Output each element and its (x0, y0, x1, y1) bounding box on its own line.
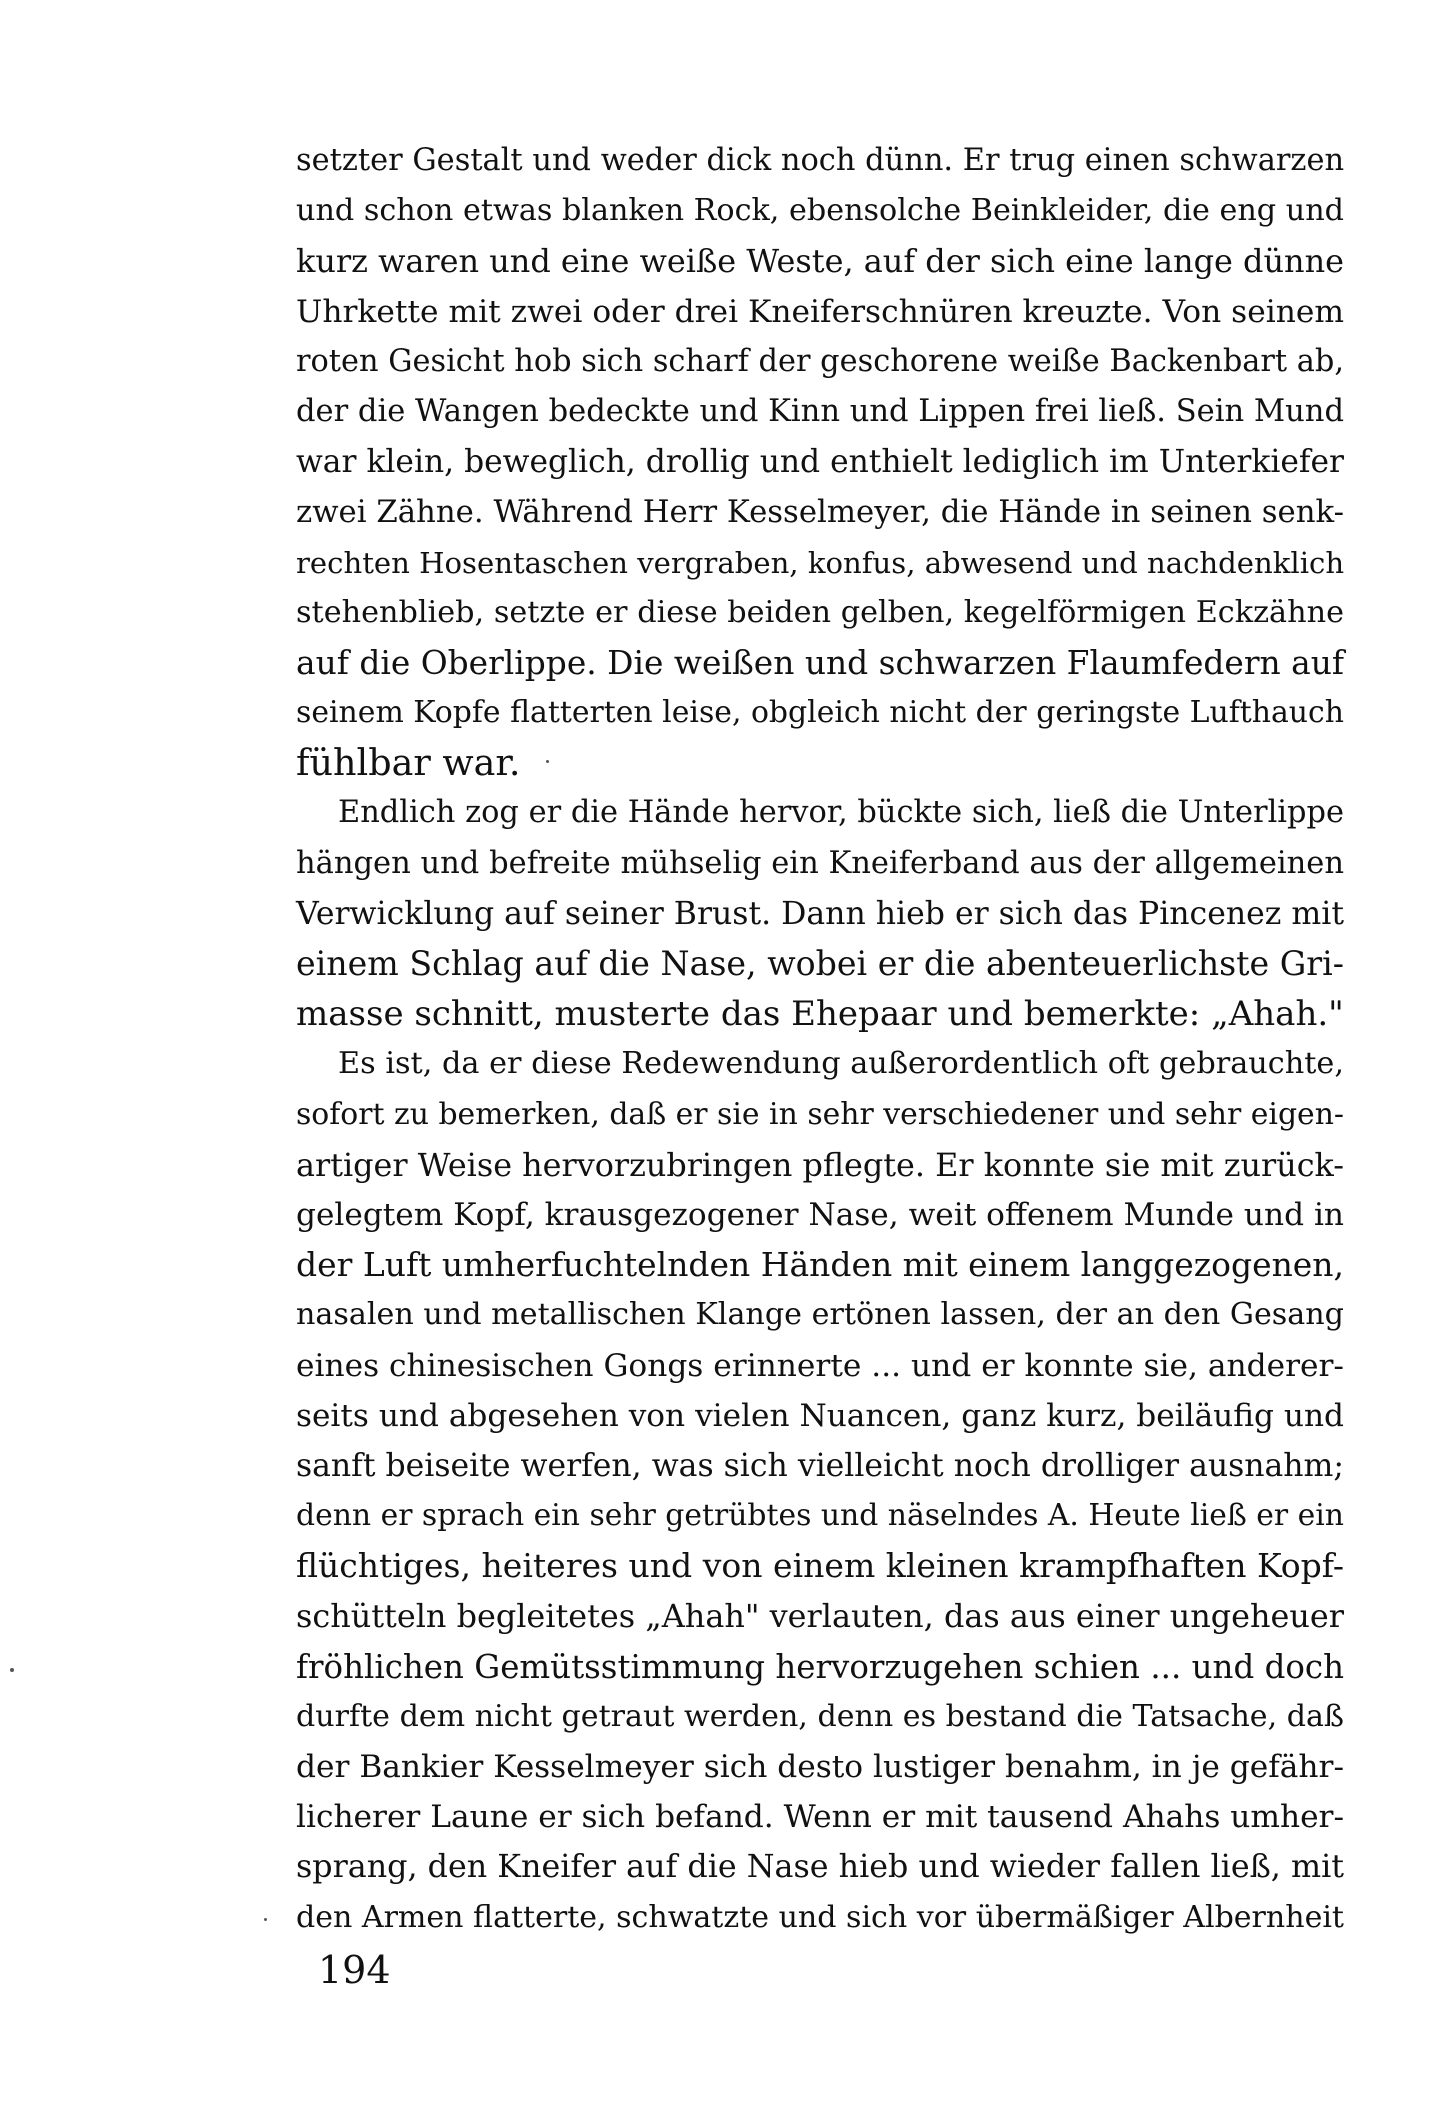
text-line: Uhrkette mit zwei oder drei Kneiferschnüren kreuzte. Von seinem (296, 293, 1344, 330)
text-line: durfte dem nicht getraut werden, denn es bestand die Tatsache, daß (296, 1698, 1344, 1734)
text-line: Verwicklung auf seiner Brust. Dann hieb er sich das Pincenez mit (296, 895, 1344, 932)
text-line: einem Schlag auf die Nase, wobei er die abenteuerlichste Gri- (296, 944, 1344, 983)
scan-speck (546, 760, 549, 763)
text-line: schütteln begleitetes „Ahah" verlauten, das aus einer ungeheuer (296, 1597, 1344, 1636)
page-number: 194 (318, 1948, 391, 1992)
text-line: licherer Laune er sich befand. Wenn er mit tausend Ahahs umher- (296, 1799, 1345, 1836)
text-line: der die Wangen bedeckte und Kinn und Lippen frei ließ. Sein Mund (296, 393, 1344, 429)
text-line: nasalen und metallischen Klange ertönen lassen, der an den Gesang (296, 1297, 1344, 1333)
scan-speck (10, 1668, 14, 1672)
text-line: zwei Zähne. Während Herr Kesselmeyer, die Hände in seinen senk- (296, 494, 1344, 531)
text-line: roten Gesicht hob sich scharf der geschorene weiße Backenbart ab, (296, 343, 1344, 379)
body-text (296, 136, 1344, 1943)
text-line: fröhlichen Gemütsstimmung hervorzugehen schien ... und doch (296, 1647, 1344, 1686)
text-line: eines chinesischen Gongs erinnerte ... und er konnte sie, anderer- (296, 1347, 1344, 1384)
text-line: flüchtiges, heiteres und von einem kleinen krampfhaften Kopf- (296, 1546, 1344, 1586)
text-line: war klein, beweglich, drollig und enthielt lediglich im Unterkiefer (296, 444, 1344, 481)
text-line: setzter Gestalt und weder dick noch dünn. Er trug einen schwarzen (296, 143, 1345, 178)
text-line: sanft beiseite werfen, was sich vielleicht noch drolliger ausnahm; (296, 1447, 1344, 1484)
text-line: sofort zu bemerken, daß er sie in sehr verschiedener und sehr eigen- (296, 1096, 1344, 1132)
text-line: sprang, den Kneifer auf die Nase hieb und wieder fallen ließ, mit (296, 1849, 1344, 1886)
text-line: masse schnitt, musterte das Ehepaar und bemerkte: „Ahah." (296, 994, 1344, 1035)
text-line: seits und abgesehen von vielen Nuancen, ganz kurz, beiläufig und (296, 1397, 1344, 1434)
scan-speck (264, 1918, 267, 1921)
text-line: denn er sprach ein sehr getrübtes und näselndes A. Heute ließ er ein (296, 1498, 1344, 1534)
text-line: artiger Weise hervorzubringen pflegte. Er konnte sie mit zurück- (296, 1145, 1344, 1184)
text-line: hängen und befreite mühselig ein Kneiferband aus der allgemeinen (296, 845, 1344, 881)
text-line: stehenblieb, setzte er diese beiden gelben, kegelförmigen Eckzähne (296, 594, 1344, 630)
text-line: der Luft umherfuchtelnden Händen mit einem langgezogenen, (296, 1245, 1344, 1285)
text-line: auf die Oberlippe. Die weißen und schwarzen Flaumfedern auf (296, 643, 1344, 682)
text-line: kurz waren und eine weiße Weste, auf der sich eine lange dünne (296, 242, 1344, 281)
text-line: den Armen flatterte, schwatzte und sich vor übermäßiger Albernheit (296, 1899, 1344, 1935)
text-line: Es ist, da er diese Redewendung außerordentlich oft gebrauchte, (338, 1046, 1344, 1082)
text-line: fühlbar war. (296, 741, 521, 785)
text-line: Endlich zog er die Hände hervor, bückte sich, ließ die Unterlippe (338, 795, 1344, 831)
text-line: rechten Hosentaschen vergraben, konfus, abwesend und nachdenklich (296, 545, 1345, 580)
text-line: gelegtem Kopf, krausgezogener Nase, weit offenem Munde und in (296, 1196, 1344, 1233)
text-line: der Bankier Kesselmeyer sich desto lustiger benahm, in je gefähr- (296, 1749, 1344, 1785)
text-line: und schon etwas blanken Rock, ebensolche Beinkleider, die eng und (296, 193, 1344, 229)
text-line: seinem Kopfe flatterten leise, obgleich nicht der geringste Lufthauch (296, 695, 1344, 731)
